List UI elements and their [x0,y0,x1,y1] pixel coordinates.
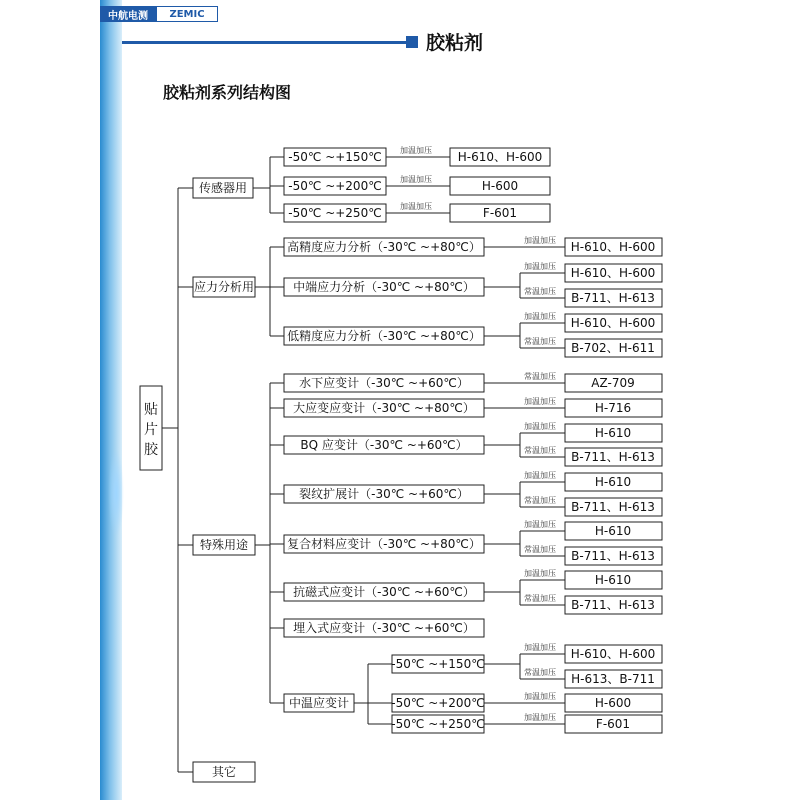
product-label: B-711、H-613 [571,598,655,612]
product-label: B-702、H-611 [571,341,655,355]
subcategory-label: 复合材料应变计（-30℃ ~+80℃） [287,537,481,551]
edge-label: 加温加压 [400,202,432,211]
edge-label: 加温加压 [524,713,556,722]
product-label: H-610、H-600 [570,240,656,254]
product-label: H-610、H-600 [570,266,656,280]
edge-label: 常温加压 [524,496,556,505]
edge-label: 加温加压 [524,643,556,652]
category-label: 其它 [211,765,237,779]
brand-cn: 中航电测 [100,6,156,22]
product-label: H-610 [594,573,632,587]
edge-label: 加温加压 [400,175,432,184]
subcategory-label: 高精度应力分析（-30℃ ~+80℃） [287,240,481,254]
product-label: F-601 [482,206,518,220]
product-label: B-711、H-613 [571,549,655,563]
temperature-nodes [391,655,484,733]
temperature-label: -50℃ ~+250℃ [391,717,485,731]
product-label: B-711、H-613 [571,291,655,305]
edge-label: 加温加压 [524,692,556,701]
product-label: F-601 [595,717,631,731]
product-label: H-610、H-600 [570,316,656,330]
section-title: 胶粘剂系列结构图 [163,83,292,102]
edge-label: 加温加压 [524,520,556,529]
category-nodes [193,178,255,782]
root-char-2: 片 [144,422,158,438]
subcategory-label: BQ 应变计（-30℃ ~+60℃） [300,438,468,452]
temperature-label: -50℃ ~+150℃ [391,657,485,671]
subcategory-label: 中端应力分析（-30℃ ~+80℃） [293,280,475,294]
edge-label: 常温加压 [524,372,556,381]
product-label: H-610 [594,524,632,538]
category-label: 应力分析用 [193,280,255,294]
edge-label: 常温加压 [524,594,556,603]
page-title: 胶粘剂 [426,32,484,54]
edge-label: 加温加压 [524,312,556,321]
product-label: H-716 [594,401,632,415]
subcategory-nodes [284,148,484,712]
root-node [140,386,162,470]
subcategory-label: 抗磁式应变计（-30℃ ~+60℃） [293,585,475,599]
edge-label: 常温加压 [524,337,556,346]
product-label: H-610 [594,475,632,489]
subcategory-label: -50℃ ~+150℃ [288,150,382,164]
edge-label: 加温加压 [524,471,556,480]
edge-label: 常温加压 [524,545,556,554]
subcategory-label: 大应变应变计（-30℃ ~+80℃） [293,401,475,415]
root-char-1: 贴 [144,402,158,418]
subcategory-label: 水下应变计（-30℃ ~+60℃） [299,376,469,390]
temperature-label: -50℃ ~+200℃ [391,696,485,710]
edge-label: 加温加压 [524,262,556,271]
product-label: H-613、B-711 [571,672,655,686]
edge-label: 常温加压 [524,668,556,677]
subcategory-label: 中温应变计 [288,696,350,710]
subcategory-label: 埋入式应变计（-30℃ ~+60℃） [293,621,475,635]
product-label: B-711、H-613 [571,500,655,514]
edge-label: 加温加压 [524,397,556,406]
edge-label: 加温加压 [400,146,432,155]
subcategory-label: 裂纹扩展计（-30℃ ~+60℃） [299,487,469,501]
product-label: H-610、H-600 [570,647,656,661]
product-label: H-610、H-600 [457,150,543,164]
edge-label: 常温加压 [524,287,556,296]
brand-en: ZEMIC [156,6,218,22]
category-label: 特殊用途 [199,538,249,552]
subcategory-label: -50℃ ~+250℃ [288,206,382,220]
category-label: 传感器用 [198,181,248,195]
subcategory-label: -50℃ ~+200℃ [288,179,382,193]
edge-label: 加温加压 [524,422,556,431]
product-label: AZ-709 [591,376,635,390]
product-label: H-600 [481,179,519,193]
product-label: H-600 [594,696,632,710]
edge-label: 常温加压 [524,446,556,455]
root-char-3: 胶 [144,442,158,458]
edge-label: 加温加压 [524,236,556,245]
edge-label: 加温加压 [524,569,556,578]
subcategory-label: 低精度应力分析（-30℃ ~+80℃） [287,329,481,343]
product-label: B-711、H-613 [571,450,655,464]
product-label: H-610 [594,426,632,440]
